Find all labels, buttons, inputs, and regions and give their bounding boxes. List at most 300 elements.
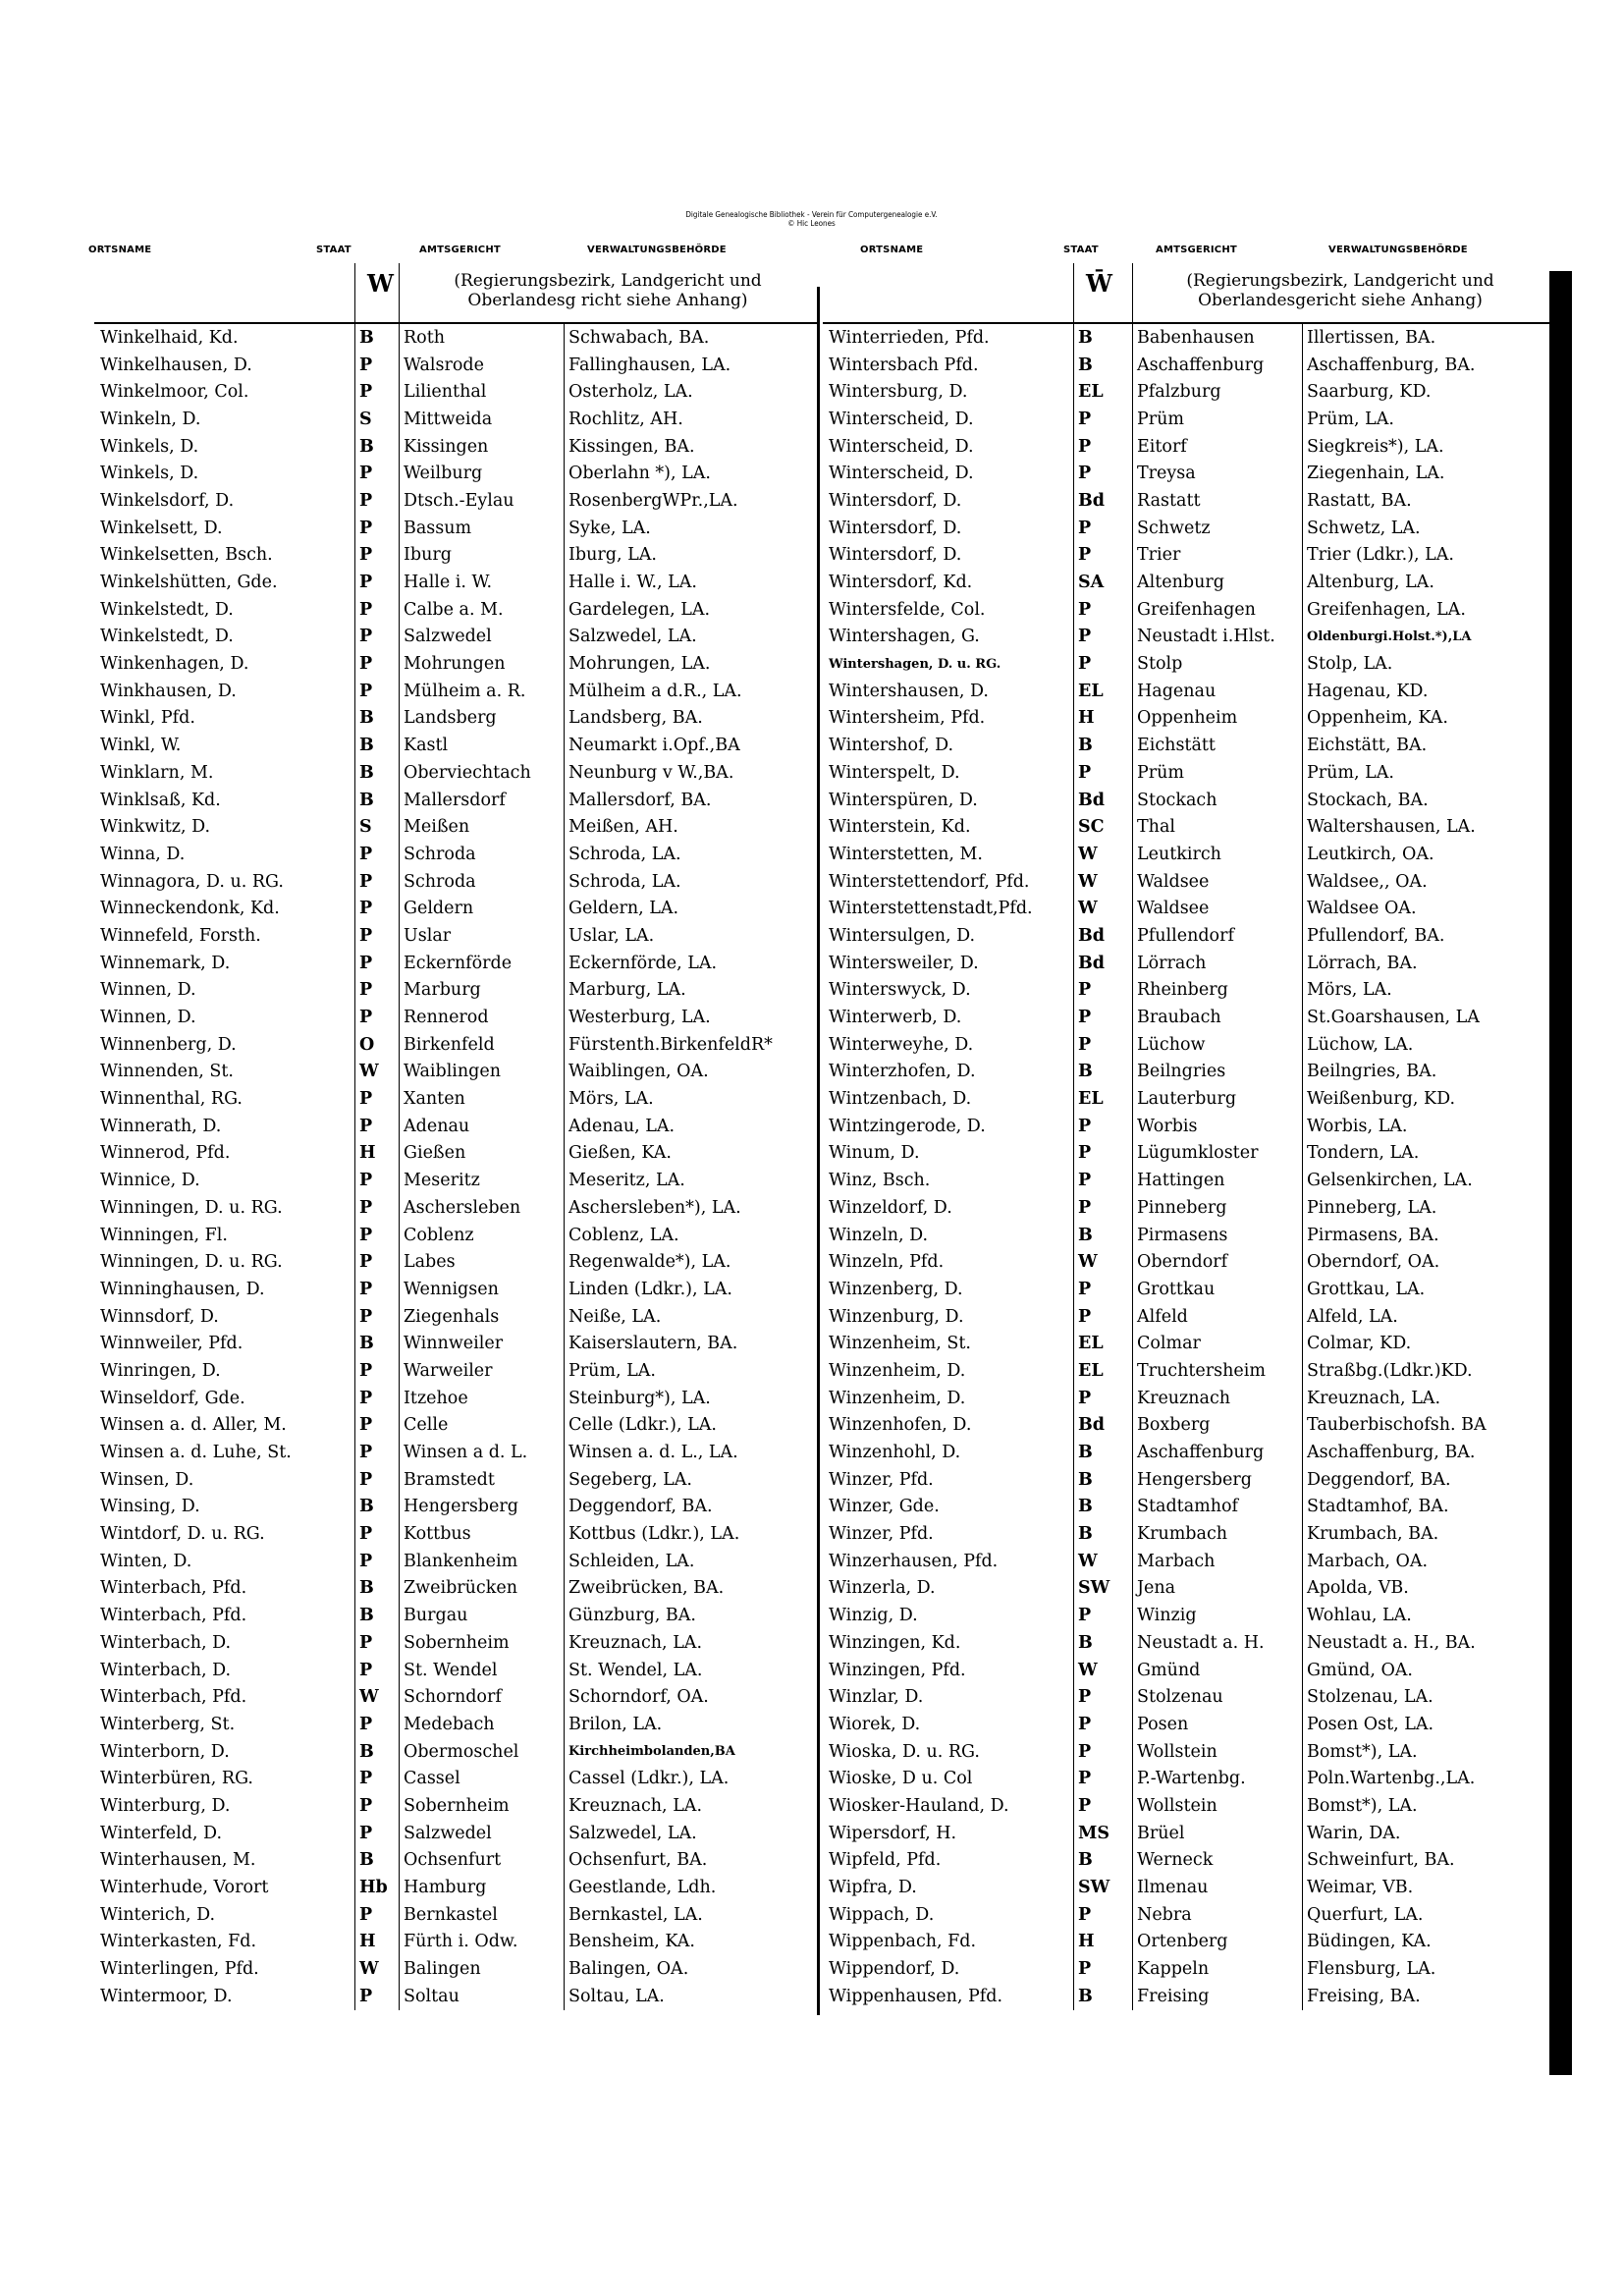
ortsname-cell: Winningen, D. u. RG. xyxy=(100,1252,283,1273)
amtsgericht-cell: Pinneberg xyxy=(1132,1194,1302,1222)
verwaltung-cell: Poln.Wartenbg.,LA. xyxy=(1302,1765,1549,1792)
amtsgericht-cell: Fürth i. Odw. xyxy=(399,1929,564,1956)
table-row xyxy=(823,705,1549,733)
table-row xyxy=(823,487,1549,515)
table-row xyxy=(94,487,817,515)
ortsname-cell: Winterbach, D. xyxy=(100,1660,232,1680)
ortsname-cell: Wintersburg, D. xyxy=(829,382,968,403)
verwaltung-cell: Colmar, KD. xyxy=(1302,1330,1549,1357)
verwaltung-cell: Leutkirch, OA. xyxy=(1302,841,1549,868)
amtsgericht-cell: Bramstedt xyxy=(399,1466,564,1494)
table-row xyxy=(94,542,817,570)
staat-cell: P xyxy=(354,922,399,950)
amtsgericht-cell: Marburg xyxy=(399,977,564,1005)
staat-cell: MS xyxy=(1073,1820,1132,1847)
staat-cell: P xyxy=(1073,1792,1132,1820)
staat-cell: B xyxy=(354,1575,399,1603)
staat-cell: B xyxy=(354,1847,399,1875)
amtsgericht-cell: Boxberg xyxy=(1132,1412,1302,1440)
staat-symbol-left: W xyxy=(367,269,394,298)
verwaltung-cell: Worbis, LA. xyxy=(1302,1113,1549,1140)
table-row xyxy=(94,1929,817,1956)
center-divider xyxy=(817,287,820,2015)
amtsgericht-cell: Thal xyxy=(1132,813,1302,841)
staat-cell: P xyxy=(354,1167,399,1194)
table-row xyxy=(94,569,817,596)
amtsgericht-cell: Schroda xyxy=(399,841,564,868)
table-row xyxy=(94,1901,817,1929)
amtsgericht-cell: Stolp xyxy=(1132,650,1302,678)
amtsgericht-cell: Gmünd xyxy=(1132,1657,1302,1684)
staat-cell: P xyxy=(1073,650,1132,678)
staat-cell: B xyxy=(1073,1494,1132,1521)
amtsgericht-cell: Salzwedel xyxy=(399,624,564,651)
staat-cell: H xyxy=(354,1929,399,1956)
amtsgericht-cell: Cassel xyxy=(399,1765,564,1792)
table-row xyxy=(94,1085,817,1113)
staat-cell: P xyxy=(1073,1602,1132,1629)
amtsgericht-cell: Leutkirch xyxy=(1132,841,1302,868)
staat-cell: P xyxy=(1073,1276,1132,1303)
amtsgericht-cell: Burgau xyxy=(399,1602,564,1629)
verwaltung-cell: Mörs, LA. xyxy=(1302,977,1549,1005)
table-row xyxy=(94,1140,817,1168)
staat-cell: B xyxy=(1073,1439,1132,1466)
table-row xyxy=(94,1194,817,1222)
left-rows xyxy=(94,324,817,2010)
verwaltung-cell: Lüchow, LA. xyxy=(1302,1031,1549,1059)
amtsgericht-cell: Eichstätt xyxy=(1132,732,1302,759)
ortsname-cell: Winterweyhe, D. xyxy=(829,1034,974,1055)
ortsname-cell: Winzenheim, D. xyxy=(829,1360,966,1381)
table-row xyxy=(823,895,1549,922)
staat-cell: P xyxy=(354,542,399,570)
amtsgericht-cell: Winnweiler xyxy=(399,1330,564,1357)
note-line-1: (Regierungsbezirk, Landgericht und xyxy=(454,271,762,291)
table-row xyxy=(823,1059,1549,1086)
verwaltung-cell: Schwabach, BA. xyxy=(564,324,817,352)
ortsname-cell: Wintersdorf, Kd. xyxy=(829,573,973,593)
amtsgericht-cell: Uslar xyxy=(399,922,564,950)
table-row xyxy=(823,1357,1549,1385)
staat-cell: W xyxy=(354,1955,399,1983)
staat-cell: B xyxy=(354,1738,399,1766)
verwaltung-cell: Aschaffenburg, BA. xyxy=(1302,1439,1549,1466)
ortsname-cell: Winterfeld, D. xyxy=(100,1823,223,1843)
table-row xyxy=(94,977,817,1005)
staat-cell: P xyxy=(354,841,399,868)
verwaltung-cell: Salzwedel, LA. xyxy=(564,624,817,651)
table-row xyxy=(823,1683,1549,1711)
staat-cell: B xyxy=(354,1494,399,1521)
staat-cell: B xyxy=(354,324,399,352)
verwaltung-cell: Greifenhagen, LA. xyxy=(1302,596,1549,624)
table-row xyxy=(823,759,1549,787)
verwaltung-cell: Geldern, LA. xyxy=(564,895,817,922)
verwaltung-cell: Saarburg, KD. xyxy=(1302,378,1549,406)
verwaltung-cell: Apolda, VB. xyxy=(1302,1575,1549,1603)
amtsgericht-cell: Blankenheim xyxy=(399,1548,564,1575)
amtsgericht-cell: Ochsenfurt xyxy=(399,1847,564,1875)
verwaltung-cell: Schorndorf, OA. xyxy=(564,1683,817,1711)
table-row xyxy=(823,1412,1549,1440)
staat-cell: B xyxy=(354,759,399,787)
ortsname-cell: Winzenhofen, D. xyxy=(829,1415,972,1436)
staat-cell: Bd xyxy=(1073,487,1132,515)
ortsname-cell: Wintersweiler, D. xyxy=(829,953,979,973)
divider xyxy=(1132,263,1133,322)
verwaltung-cell: Kreuznach, LA. xyxy=(1302,1385,1549,1412)
table-row xyxy=(94,460,817,487)
staat-cell: B xyxy=(1073,732,1132,759)
amtsgericht-cell: Warweiler xyxy=(399,1357,564,1385)
amtsgericht-cell: Kottbus xyxy=(399,1520,564,1548)
table-row xyxy=(94,1683,817,1711)
verwaltung-cell: Beilngries, BA. xyxy=(1302,1059,1549,1086)
amtsgericht-cell: Kreuznach xyxy=(1132,1385,1302,1412)
staat-cell: B xyxy=(354,732,399,759)
table-row xyxy=(823,732,1549,759)
ortsname-cell: Winzenhohl, D. xyxy=(829,1443,961,1463)
verwaltung-cell: Fallinghausen, LA. xyxy=(564,352,817,379)
table-row xyxy=(94,406,817,433)
page-edge-bar xyxy=(1549,271,1572,2075)
amtsgericht-cell: Roth xyxy=(399,324,564,352)
staat-cell: P xyxy=(354,1276,399,1303)
amtsgericht-cell: Gießen xyxy=(399,1140,564,1168)
amtsgericht-cell: Walsrode xyxy=(399,352,564,379)
table-row xyxy=(823,378,1549,406)
ortsname-cell: Winterkasten, Fd. xyxy=(100,1932,257,1952)
amtsgericht-cell: Ortenberg xyxy=(1132,1929,1302,1956)
verwaltung-cell: Flensburg, LA. xyxy=(1302,1955,1549,1983)
ortsname-cell: Winningen, D. u. RG. xyxy=(100,1197,283,1218)
verwaltung-cell: Schweinfurt, BA. xyxy=(1302,1847,1549,1875)
staat-cell: B xyxy=(354,787,399,814)
ortsname-cell: Winterwerb, D. xyxy=(829,1008,962,1028)
amtsgericht-cell: Rheinberg xyxy=(1132,977,1302,1005)
table-row xyxy=(94,1466,817,1494)
ortsname-cell: Winnice, D. xyxy=(100,1171,200,1191)
staat-cell: EL xyxy=(1073,1357,1132,1385)
staat-cell: P xyxy=(354,650,399,678)
staat-cell: B xyxy=(1073,1629,1132,1657)
staat-cell: P xyxy=(1073,542,1132,570)
staat-cell: W xyxy=(1073,895,1132,922)
ortsname-cell: Winterborn, D. xyxy=(100,1741,230,1762)
amtsgericht-cell: Mohrungen xyxy=(399,650,564,678)
ortsname-cell: Winterhude, Vorort xyxy=(100,1878,269,1898)
ortsname-cell: Winterbach, D. xyxy=(100,1632,232,1653)
amtsgericht-cell: Meseritz xyxy=(399,1167,564,1194)
amtsgericht-cell: Alfeld xyxy=(1132,1303,1302,1331)
table-row xyxy=(94,1059,817,1086)
verwaltung-cell: Mülheim a d.R., LA. xyxy=(564,678,817,705)
verwaltung-cell: Kreuznach, LA. xyxy=(564,1629,817,1657)
staat-cell: P xyxy=(1073,460,1132,487)
staat-cell: P xyxy=(354,1303,399,1331)
amtsgericht-cell: Winzig xyxy=(1132,1602,1302,1629)
table-row xyxy=(823,813,1549,841)
verwaltung-cell: Balingen, OA. xyxy=(564,1955,817,1983)
verwaltung-cell: Schroda, LA. xyxy=(564,841,817,868)
col-header-amtsgericht-right: AMTSGERICHT xyxy=(1156,245,1237,255)
table-row xyxy=(823,324,1549,352)
table-row xyxy=(823,596,1549,624)
table-row xyxy=(94,1276,817,1303)
staat-cell: B xyxy=(354,433,399,461)
staat-cell: P xyxy=(354,1820,399,1847)
table-row xyxy=(823,1330,1549,1357)
verwaltung-cell: Pfullendorf, BA. xyxy=(1302,922,1549,950)
staat-cell: P xyxy=(1073,1140,1132,1168)
table-row xyxy=(94,1004,817,1031)
col-header-amtsgericht-left: AMTSGERICHT xyxy=(419,245,501,255)
staat-cell: P xyxy=(354,868,399,896)
amtsgericht-cell: Waldsee xyxy=(1132,895,1302,922)
amtsgericht-cell: Grottkau xyxy=(1132,1276,1302,1303)
credit-line-1: Digitale Genealogische Bibliothek - Verein für Computergenealogie e.V. xyxy=(685,210,938,219)
ortsname-cell: Winterhausen, M. xyxy=(100,1850,256,1871)
ortsname-cell: Wippach, D. xyxy=(829,1904,935,1925)
staat-cell: W xyxy=(1073,868,1132,896)
verwaltung-cell: Westerburg, LA. xyxy=(564,1004,817,1031)
staat-symbol-right: W̄ xyxy=(1086,269,1112,298)
verwaltung-cell: Freising, BA. xyxy=(1302,1983,1549,2010)
ortsname-cell: Winklarn, M. xyxy=(100,762,214,783)
table-row xyxy=(823,1657,1549,1684)
amtsgericht-cell: Mallersdorf xyxy=(399,787,564,814)
staat-cell: P xyxy=(1073,1031,1132,1059)
amtsgericht-cell: Hengersberg xyxy=(1132,1466,1302,1494)
verwaltung-cell: Tauberbischofsh. BA xyxy=(1302,1412,1549,1440)
ortsname-cell: Wiosker-Hauland, D. xyxy=(829,1795,1009,1816)
staat-cell: EL xyxy=(1073,1085,1132,1113)
verwaltung-cell: Meißen, AH. xyxy=(564,813,817,841)
staat-cell: H xyxy=(1073,1929,1132,1956)
amtsgericht-cell: Stockach xyxy=(1132,787,1302,814)
note-line-2: Oberlandesg richt siehe Anhang) xyxy=(467,291,748,310)
table-row xyxy=(823,1167,1549,1194)
amtsgericht-cell: Lörrach xyxy=(1132,950,1302,977)
col-header-verwaltung-right: VERWALTUNGSBEHÖRDE xyxy=(1328,245,1468,255)
amtsgericht-cell: Schorndorf xyxy=(399,1683,564,1711)
verwaltung-cell: Querfurt, LA. xyxy=(1302,1901,1549,1929)
table-row xyxy=(823,1222,1549,1249)
table-row xyxy=(823,1711,1549,1738)
amtsgericht-cell: Brüel xyxy=(1132,1820,1302,1847)
amtsgericht-cell: Posen xyxy=(1132,1711,1302,1738)
verwaltung-cell: Osterholz, LA. xyxy=(564,378,817,406)
amtsgericht-cell: Oberviechtach xyxy=(399,759,564,787)
amtsgericht-cell: Iburg xyxy=(399,542,564,570)
ortsname-cell: Winterstein, Kd. xyxy=(829,817,971,838)
verwaltung-cell: Adenau, LA. xyxy=(564,1113,817,1140)
table-row xyxy=(94,1439,817,1466)
right-table xyxy=(823,263,1549,2010)
staat-cell: SA xyxy=(1073,569,1132,596)
amtsgericht-cell: Itzehoe xyxy=(399,1385,564,1412)
amtsgericht-cell: Ziegenhals xyxy=(399,1303,564,1331)
table-row xyxy=(94,650,817,678)
staat-cell: P xyxy=(354,1194,399,1222)
ortsname-cell: Winzer, Gde. xyxy=(829,1497,940,1517)
ortsname-cell: Wintdorf, D. u. RG. xyxy=(100,1524,265,1545)
table-row xyxy=(94,352,817,379)
amtsgericht-cell: Babenhausen xyxy=(1132,324,1302,352)
amtsgericht-cell: Salzwedel xyxy=(399,1820,564,1847)
ortsname-cell: Winnemark, D. xyxy=(100,953,231,973)
staat-cell: P xyxy=(1073,406,1132,433)
verwaltung-cell: Waiblingen, OA. xyxy=(564,1059,817,1086)
verwaltung-cell: Bomst*), LA. xyxy=(1302,1792,1549,1820)
ortsname-cell: Winzenburg, D. xyxy=(829,1306,964,1327)
staat-cell: O xyxy=(354,1031,399,1059)
verwaltung-cell: Stadtamhof, BA. xyxy=(1302,1494,1549,1521)
table-row xyxy=(823,433,1549,461)
staat-cell: P xyxy=(1073,1683,1132,1711)
verwaltung-cell: RosenbergWPr.,LA. xyxy=(564,487,817,515)
staat-cell: Bd xyxy=(1073,950,1132,977)
verwaltung-cell: Steinburg*), LA. xyxy=(564,1385,817,1412)
amtsgericht-cell: Stadtamhof xyxy=(1132,1494,1302,1521)
amtsgericht-cell: Aschaffenburg xyxy=(1132,1439,1302,1466)
staat-cell: S xyxy=(354,813,399,841)
ortsname-cell: Winnweiler, Pfd. xyxy=(100,1334,243,1354)
col-header-ortsname-left: ORTSNAME xyxy=(88,245,152,255)
subheader-note-left xyxy=(406,271,809,310)
table-row xyxy=(94,950,817,977)
verwaltung-cell: Soltau, LA. xyxy=(564,1983,817,2010)
ortsname-cell: Winkl, W. xyxy=(100,736,182,756)
amtsgericht-cell: Halle i. W. xyxy=(399,569,564,596)
verwaltung-cell: Bensheim, KA. xyxy=(564,1929,817,1956)
staat-cell: P xyxy=(1073,759,1132,787)
table-row xyxy=(823,1385,1549,1412)
staat-cell: P xyxy=(354,1792,399,1820)
verwaltung-cell: Kissingen, BA. xyxy=(564,433,817,461)
ortsname-cell: Winseldorf, Gde. xyxy=(100,1388,245,1408)
verwaltung-cell: Winsen a. d. L., LA. xyxy=(564,1439,817,1466)
ortsname-cell: Winterscheid, D. xyxy=(829,464,974,484)
ortsname-cell: Winsen, D. xyxy=(100,1469,194,1490)
staat-cell: P xyxy=(1073,1738,1132,1766)
ortsname-cell: Wipfeld, Pfd. xyxy=(829,1850,942,1871)
amtsgericht-cell: Beilngries xyxy=(1132,1059,1302,1086)
staat-cell: B xyxy=(354,1330,399,1357)
ortsname-cell: Winsing, D. xyxy=(100,1497,200,1517)
staat-cell: P xyxy=(1073,596,1132,624)
table-row xyxy=(823,1520,1549,1548)
table-row xyxy=(94,1357,817,1385)
staat-cell: SW xyxy=(1073,1575,1132,1603)
amtsgericht-cell: Prüm xyxy=(1132,406,1302,433)
amtsgericht-cell: Werneck xyxy=(1132,1847,1302,1875)
staat-cell: B xyxy=(1073,1222,1132,1249)
table-row xyxy=(94,1792,817,1820)
verwaltung-cell: Gardelegen, LA. xyxy=(564,596,817,624)
verwaltung-cell: Stolzenau, LA. xyxy=(1302,1683,1549,1711)
table-row xyxy=(94,1412,817,1440)
table-row xyxy=(823,1738,1549,1766)
table-row xyxy=(94,1548,817,1575)
ortsname-cell: Winkels, D. xyxy=(100,464,199,484)
verwaltung-cell: Landsberg, BA. xyxy=(564,705,817,733)
table-row xyxy=(823,868,1549,896)
table-row xyxy=(94,515,817,542)
ortsname-cell: Winterlingen, Pfd. xyxy=(100,1959,259,1980)
ortsname-cell: Winkelsetten, Bsch. xyxy=(100,545,273,566)
table-row xyxy=(823,1929,1549,1956)
ortsname-cell: Winterspüren, D. xyxy=(829,790,978,810)
ortsname-cell: Wintersdorf, D. xyxy=(829,490,962,511)
staat-cell: P xyxy=(354,460,399,487)
table-row xyxy=(823,352,1549,379)
table-row xyxy=(94,895,817,922)
verwaltung-cell: Posen Ost, LA. xyxy=(1302,1711,1549,1738)
verwaltung-cell: Neiße, LA. xyxy=(564,1303,817,1331)
ortsname-cell: Winzer, Pfd. xyxy=(829,1469,934,1490)
verwaltung-cell: Zweibrücken, BA. xyxy=(564,1575,817,1603)
verwaltung-cell: Kreuznach, LA. xyxy=(564,1792,817,1820)
staat-cell: P xyxy=(1073,1711,1132,1738)
amtsgericht-cell: Waiblingen xyxy=(399,1059,564,1086)
ortsname-cell: Winterburg, D. xyxy=(100,1795,231,1816)
staat-cell: B xyxy=(1073,324,1132,352)
verwaltung-cell: Segeberg, LA. xyxy=(564,1466,817,1494)
ortsname-cell: Wintershagen, G. xyxy=(829,627,980,647)
verwaltung-cell: Mohrungen, LA. xyxy=(564,650,817,678)
ortsname-cell: Wintershof, D. xyxy=(829,736,954,756)
table-row xyxy=(823,1847,1549,1875)
table-row xyxy=(823,1792,1549,1820)
staat-cell: B xyxy=(1073,1847,1132,1875)
amtsgericht-cell: Obermoschel xyxy=(399,1738,564,1766)
verwaltung-cell: Kottbus (Ldkr.), LA. xyxy=(564,1520,817,1548)
table-row xyxy=(823,1303,1549,1331)
amtsgericht-cell: Wollstein xyxy=(1132,1738,1302,1766)
right-subheader xyxy=(823,263,1549,324)
table-row xyxy=(823,787,1549,814)
table-row xyxy=(823,624,1549,651)
amtsgericht-cell: Dtsch.-Eylau xyxy=(399,487,564,515)
ortsname-cell: Winterscheid, D. xyxy=(829,409,974,429)
table-row xyxy=(823,406,1549,433)
amtsgericht-cell: Schwetz xyxy=(1132,515,1302,542)
table-row xyxy=(823,950,1549,977)
table-row xyxy=(94,1520,817,1548)
verwaltung-cell: Rochlitz, AH. xyxy=(564,406,817,433)
verwaltung-cell: Fürstenth.BirkenfeldR* xyxy=(564,1031,817,1059)
table-row xyxy=(823,1031,1549,1059)
ortsname-cell: Winnenberg, D. xyxy=(100,1034,237,1055)
verwaltung-cell: Lörrach, BA. xyxy=(1302,950,1549,977)
verwaltung-cell: Gmünd, OA. xyxy=(1302,1657,1549,1684)
staat-cell: P xyxy=(354,1248,399,1276)
table-row xyxy=(94,759,817,787)
ortsname-cell: Winkelhaid, Kd. xyxy=(100,327,239,348)
staat-cell: S xyxy=(354,406,399,433)
amtsgericht-cell: Altenburg xyxy=(1132,569,1302,596)
amtsgericht-cell: Jena xyxy=(1132,1575,1302,1603)
staat-cell: P xyxy=(1073,1765,1132,1792)
ortsname-cell: Winzer, Pfd. xyxy=(829,1524,934,1545)
verwaltung-cell: Krumbach, BA. xyxy=(1302,1520,1549,1548)
table-row xyxy=(823,1820,1549,1847)
table-row xyxy=(94,1874,817,1901)
ortsname-cell: Winnerath, D. xyxy=(100,1116,222,1136)
staat-cell: P xyxy=(354,1629,399,1657)
